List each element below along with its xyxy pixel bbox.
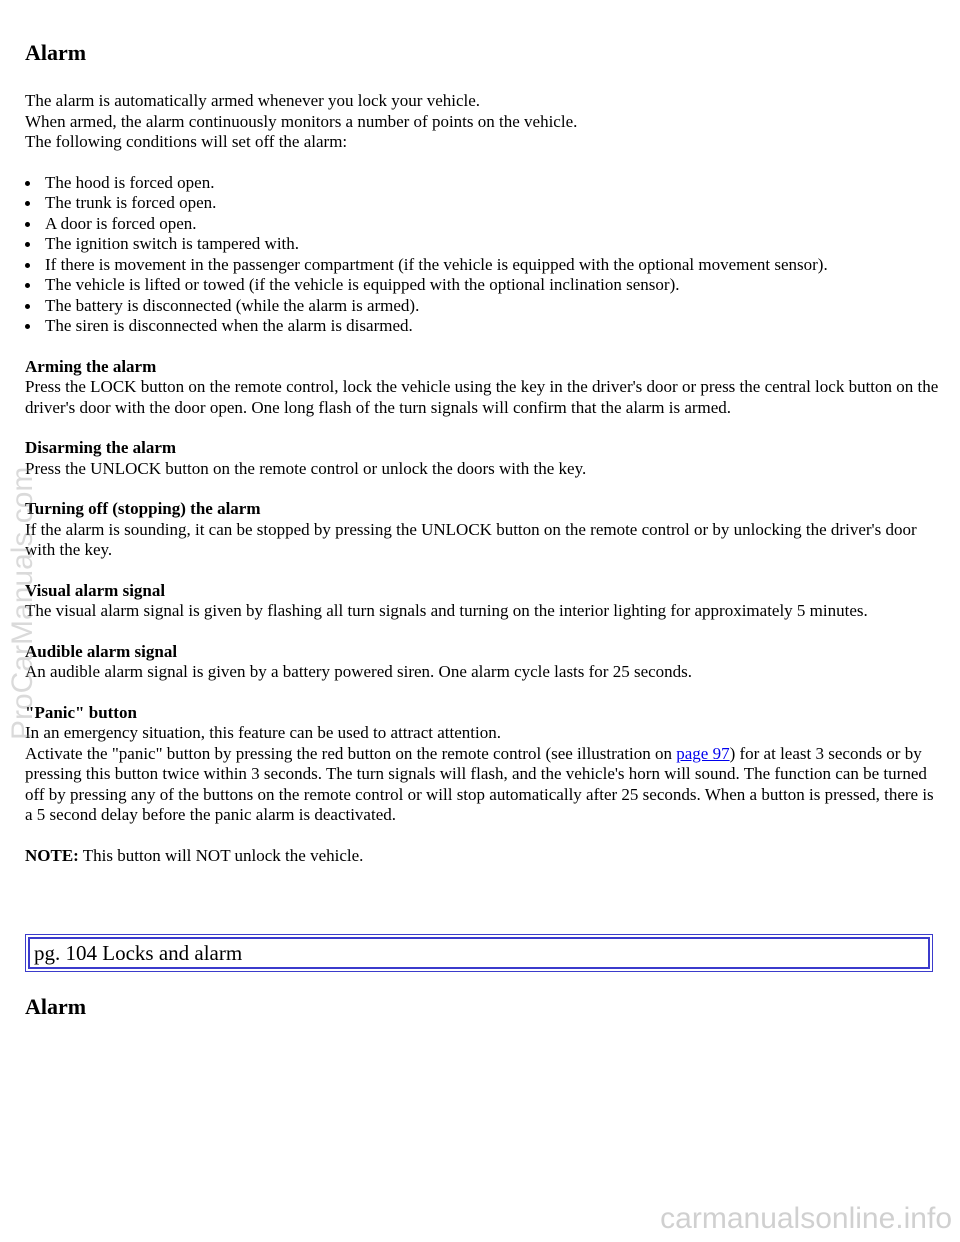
section-text-panic-line1: In an emergency situation, this feature can be used to attract attention. [25,723,501,742]
intro-line-1: The alarm is automatically armed whenever you lock your vehicle. [25,91,481,110]
section-text-arming: Press the LOCK button on the remote control, lock the vehicle using the key in the driver's door or press the central lock button on the driver's door with the door open. One long flash of the turn signals will confirm that the alarm is armed. [25,377,939,417]
list-item: The hood is forced open. [45,173,940,194]
next-section-title: Alarm [25,994,87,1019]
note-label: NOTE: [25,845,79,865]
list-item: The trunk is forced open. [45,193,940,214]
section-visual [25,581,940,622]
page-footer-label: pg. 104 Locks and alarm [28,937,930,969]
section-title-arming: Arming the alarm [25,356,157,376]
list-item: A door is forced open. [45,214,940,235]
list-item: The siren is disconnected when the alarm is disarmed. [45,316,940,337]
list-item: The vehicle is lifted or towed (if the vehicle is equipped with the optional inclination sensor). [45,275,940,296]
list-item: The battery is disconnected (while the alarm is armed). [45,296,940,317]
section-text-disarming: Press the UNLOCK button on the remote control or unlock the doors with the key. [25,458,587,478]
intro-paragraph [25,91,940,153]
section-arming [25,357,940,419]
list-item: If there is movement in the passenger compartment (if the vehicle is equipped with the optional movement sensor). [45,255,940,276]
side-watermark: ProCarManuals.com [6,466,39,740]
conditions-list [25,173,940,337]
bottom-watermark: carmanualsonline.info [660,1202,952,1235]
section-text-audible: An audible alarm signal is given by a battery powered siren. One alarm cycle lasts for 25 seconds. [25,662,693,681]
intro-line-3: The following conditions will set off the alarm: [25,132,348,151]
section-title-disarming: Disarming the alarm [25,438,177,457]
section-text-turning-off: If the alarm is sounding, it can be stopped by pressing the UNLOCK button on the remote control or by unlocking the driver's door with the key. [25,519,917,559]
note-text: This button will NOT unlock the vehicle. [78,845,364,865]
intro-line-2: When armed, the alarm continuously monitors a number of points on the vehicle. [25,111,578,131]
section-disarming [25,438,940,479]
list-item: The ignition switch is tampered with. [45,234,940,255]
section-title-turning-off: Turning off (stopping) the alarm [25,499,261,518]
section-title-audible: Audible alarm signal [25,641,178,661]
section-title-panic: "Panic" button [25,702,137,722]
page-97-link[interactable]: page 97 [676,743,730,763]
section-turning-off [25,499,940,561]
section-audible [25,642,940,683]
note-paragraph [25,846,940,867]
section-text-panic-after-link: ) for at least 3 seconds or by pressing this button twice within 3 seconds. The turn signals will flash, and the vehicle's horn will sound. The function can be turned off by pressing any of the buttons on the remote control or will stop automatically after 25 seconds. When a button is pressed, there is a 5 second delay before the panic alarm is deactivated. [25,743,934,824]
page-title: Alarm [25,40,87,65]
section-title-visual: Visual alarm signal [25,580,166,600]
section-text-visual: The visual alarm signal is given by flashing all turn signals and turning on the interior lighting for approximately 5 minutes. [25,601,868,620]
page-footer-box [25,934,933,972]
content [25,38,940,886]
section-text-panic-before-link: Activate the "panic" button by pressing the red button on the remote control (see illustration on [25,743,677,763]
section-panic [25,703,940,826]
